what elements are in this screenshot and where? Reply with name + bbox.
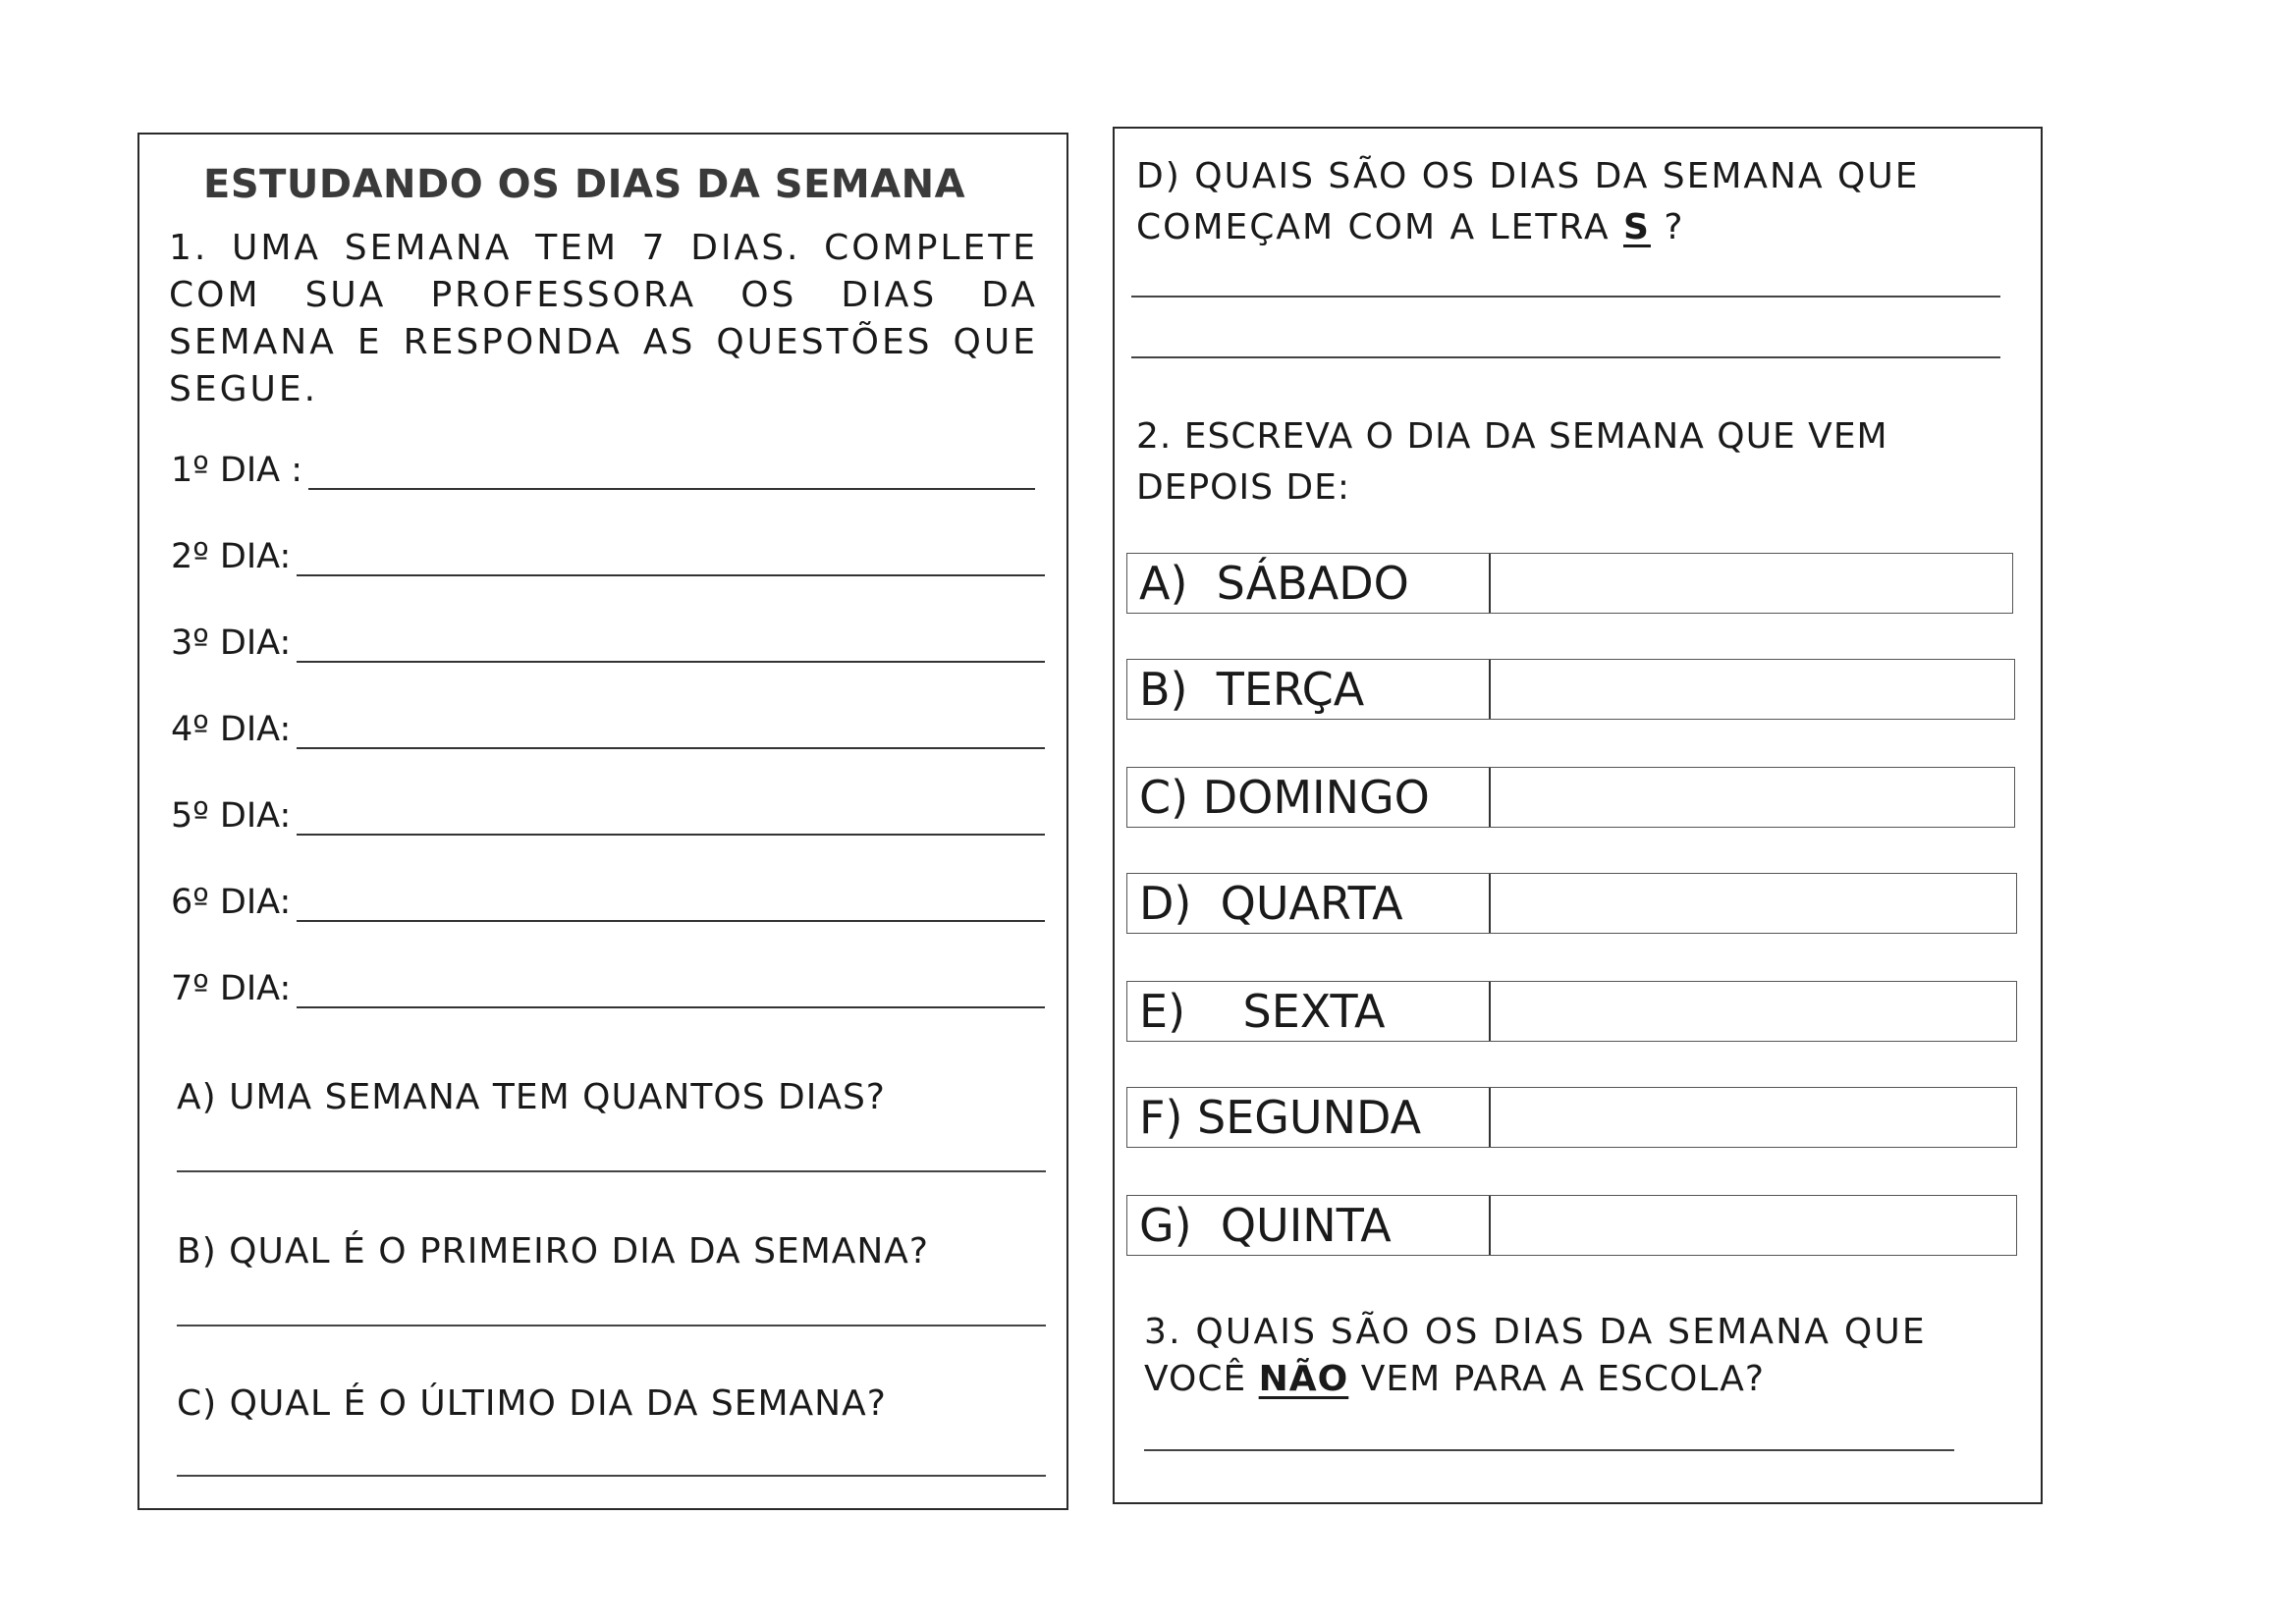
day-row bbox=[171, 537, 1045, 576]
answer-line-d2[interactable] bbox=[1131, 356, 2000, 358]
question-2-line1: 2. ESCREVA O DIA DA SEMANA QUE VEM bbox=[1136, 416, 1888, 457]
question-1-word: 1. bbox=[169, 228, 209, 268]
day-row bbox=[171, 451, 1035, 490]
day-label: 5º DIA: bbox=[171, 796, 292, 836]
answer-row bbox=[1126, 767, 2015, 828]
answer-line-b[interactable] bbox=[177, 1325, 1046, 1326]
answer-box[interactable] bbox=[1491, 554, 2012, 613]
day-row bbox=[171, 883, 1045, 922]
answer-box[interactable] bbox=[1491, 874, 2016, 933]
answer-row-label: G) QUINTA bbox=[1127, 1196, 1491, 1255]
answer-row-label: D) QUARTA bbox=[1127, 874, 1491, 933]
day-row bbox=[171, 796, 1045, 836]
question-1-word: OS bbox=[740, 275, 797, 315]
day-answer-line[interactable] bbox=[308, 455, 1035, 490]
question-c: C) QUAL É O ÚLTIMO DIA DA SEMANA? bbox=[177, 1383, 887, 1424]
answer-row-label: C) DOMINGO bbox=[1127, 768, 1491, 827]
question-1-word: COMPLETE bbox=[824, 228, 1038, 268]
question-1-word: QUE bbox=[953, 322, 1038, 362]
day-label: 7º DIA: bbox=[171, 969, 292, 1008]
answer-box[interactable] bbox=[1491, 982, 2016, 1041]
question-1-word: SEMANA bbox=[344, 228, 513, 268]
day-answer-line[interactable] bbox=[297, 714, 1045, 749]
question-3-line1: 3. QUAIS SÃO OS DIAS DA SEMANA QUE bbox=[1144, 1312, 1927, 1352]
answer-line-3[interactable] bbox=[1144, 1449, 1954, 1451]
answer-line-d1[interactable] bbox=[1131, 296, 2000, 298]
answer-row bbox=[1126, 1195, 2017, 1256]
question-1-word: 7 bbox=[641, 228, 668, 268]
question-1-line bbox=[169, 225, 1038, 272]
answer-box[interactable] bbox=[1491, 1196, 2016, 1255]
question-b: B) QUAL É O PRIMEIRO DIA DA SEMANA? bbox=[177, 1231, 930, 1272]
day-answer-line[interactable] bbox=[297, 627, 1045, 663]
question-1-word: RESPONDA bbox=[403, 322, 623, 362]
day-label: 3º DIA: bbox=[171, 623, 292, 663]
day-label: 4º DIA: bbox=[171, 710, 292, 749]
day-answer-line[interactable] bbox=[297, 973, 1045, 1008]
answer-row bbox=[1126, 981, 2017, 1042]
day-row bbox=[171, 623, 1045, 663]
question-1-word: DA bbox=[981, 275, 1038, 315]
question-1-word: QUESTÕES bbox=[716, 322, 933, 362]
question-1-word: UMA bbox=[232, 228, 322, 268]
day-answer-line[interactable] bbox=[297, 541, 1045, 576]
answer-line-c[interactable] bbox=[177, 1475, 1046, 1477]
question-a: A) UMA SEMANA TEM QUANTOS DIAS? bbox=[177, 1077, 886, 1117]
answer-box[interactable] bbox=[1491, 660, 2014, 719]
question-1-word: SEMANA bbox=[169, 322, 337, 362]
question-1-line bbox=[169, 272, 1038, 319]
answer-row bbox=[1126, 873, 2017, 934]
worksheet-title: ESTUDANDO OS DIAS DA SEMANA bbox=[203, 162, 966, 207]
answer-row bbox=[1126, 659, 2015, 720]
question-1-word: DIAS bbox=[841, 275, 938, 315]
day-label: 1º DIA : bbox=[171, 451, 303, 490]
question-d-mark: ? bbox=[1650, 207, 1685, 247]
question-1-word: SUA bbox=[304, 275, 387, 315]
day-answer-line[interactable] bbox=[297, 887, 1045, 922]
day-label: 2º DIA: bbox=[171, 537, 292, 576]
answer-row bbox=[1126, 1087, 2017, 1148]
day-row bbox=[171, 969, 1045, 1008]
answer-row bbox=[1126, 553, 2013, 614]
answer-line-a[interactable] bbox=[177, 1170, 1046, 1172]
right-panel bbox=[1113, 127, 2043, 1504]
question-d-line1: D) QUAIS SÃO OS DIAS DA SEMANA QUE bbox=[1136, 156, 1920, 196]
answer-table bbox=[1126, 553, 2017, 1397]
answer-row-label: E) SEXTA bbox=[1127, 982, 1491, 1041]
question-1-word: E bbox=[356, 322, 383, 362]
question-1-line bbox=[169, 319, 1038, 366]
question-d-line2 bbox=[1136, 207, 1685, 247]
answer-box[interactable] bbox=[1491, 768, 2014, 827]
question-1-text bbox=[169, 225, 1038, 413]
day-label: 6º DIA: bbox=[171, 883, 292, 922]
question-2-line2: DEPOIS DE: bbox=[1136, 467, 1351, 508]
answer-row-label: A) SÁBADO bbox=[1127, 554, 1491, 613]
day-answer-line[interactable] bbox=[297, 800, 1045, 836]
question-1-word: COM bbox=[169, 275, 261, 315]
answer-row-label: F) SEGUNDA bbox=[1127, 1088, 1491, 1147]
question-3-line2 bbox=[1144, 1359, 1765, 1399]
question-1-word: AS bbox=[642, 322, 696, 362]
nao-emphasis: NÃO bbox=[1258, 1359, 1349, 1399]
question-1-word: PROFESSORA bbox=[430, 275, 697, 315]
question-3-text: VOCÊ bbox=[1144, 1359, 1259, 1399]
question-d-text: COMEÇAM COM A LETRA bbox=[1136, 207, 1624, 247]
question-1-word: DIAS. bbox=[690, 228, 801, 268]
letter-s-emphasis: S bbox=[1623, 207, 1651, 247]
question-1-word: TEM bbox=[535, 228, 620, 268]
question-3-text-end: VEM PARA A ESCOLA? bbox=[1348, 1359, 1765, 1399]
question-1-word: SEGUE. bbox=[169, 369, 319, 409]
answer-row-label: B) TERÇA bbox=[1127, 660, 1491, 719]
answer-box[interactable] bbox=[1491, 1088, 2016, 1147]
day-row bbox=[171, 710, 1045, 749]
question-1-line bbox=[169, 366, 1038, 413]
left-panel bbox=[137, 133, 1068, 1510]
